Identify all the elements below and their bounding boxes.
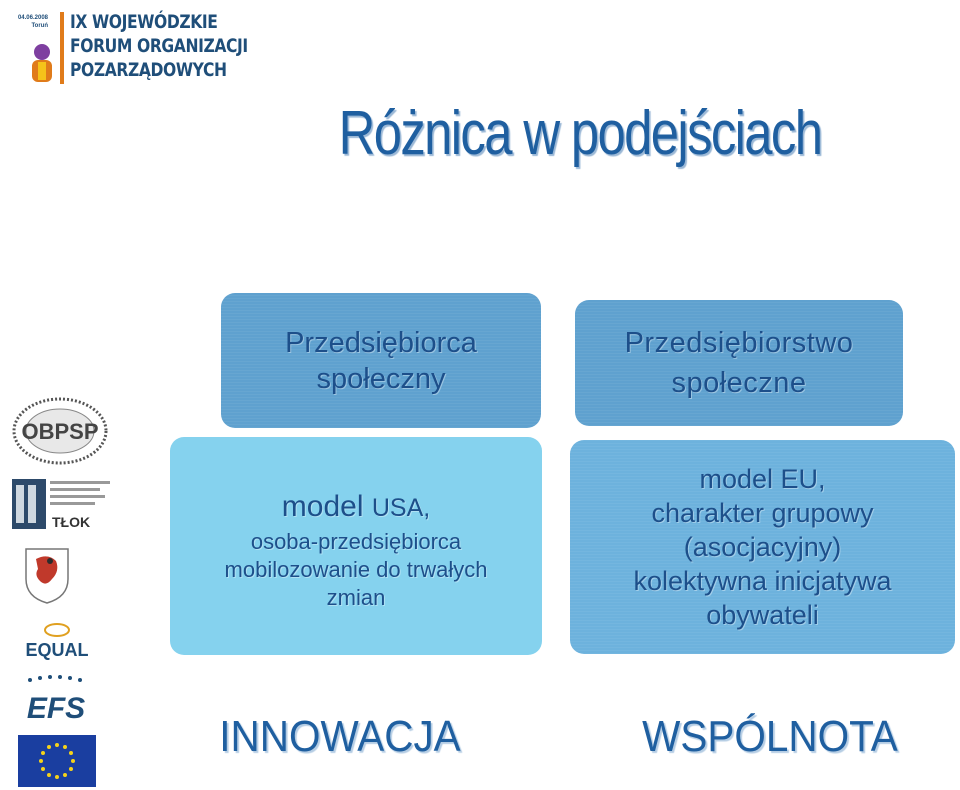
box-usa-model xyxy=(170,437,542,655)
forum-figure-icon xyxy=(26,42,58,84)
slide-title: Różnica w podejściach xyxy=(338,99,822,168)
header-line-2: FORUM ORGANIZACJI xyxy=(70,35,248,57)
efs-logo xyxy=(18,674,94,724)
box-bl-line-4: zmian xyxy=(326,584,386,610)
header-date xyxy=(8,14,48,30)
obpsp-logo xyxy=(10,395,110,467)
equal-logo-text: EQUAL xyxy=(25,640,89,660)
box-br-line-1: model EU, xyxy=(699,464,826,494)
forum-header-logo xyxy=(8,8,258,88)
box-tl-line-1: Przedsiębiorca xyxy=(285,326,477,359)
box-eu-model xyxy=(570,440,955,654)
label-innovation: INNOWACJA xyxy=(219,712,461,761)
header-title xyxy=(70,10,287,82)
box-social-enterprise xyxy=(575,300,903,426)
eu-flag-icon xyxy=(18,735,96,787)
efs-logo-text: EFS xyxy=(26,692,86,724)
tlok-logo xyxy=(10,475,115,533)
box-social-entrepreneur xyxy=(221,293,541,428)
box-tr-line-2: społeczne xyxy=(671,367,807,399)
box-bl-line-2: osoba-przedsiębiorca xyxy=(250,528,462,554)
box-bl-line-3: mobilozowanie do trwałych xyxy=(224,556,488,582)
region-crest-icon xyxy=(22,545,72,605)
box-br-line-5: obywateli xyxy=(706,600,819,630)
box-bl-first-line xyxy=(282,487,430,528)
box-br-line-4: kolektywna inicjatywa xyxy=(633,566,892,596)
tlok-logo-text: TŁOK xyxy=(52,514,91,530)
header-line-1: IX WOJEWÓDZKIE xyxy=(70,11,218,33)
box-br-line-2: charakter grupowy xyxy=(651,498,874,528)
header-date-line2: Toruń xyxy=(31,23,48,29)
header-line-3: POZARZĄDOWYCH xyxy=(70,59,227,81)
box-tr-line-1: Przedsiębiorstwo xyxy=(624,327,854,359)
obpsp-logo-text: OBPSP xyxy=(21,419,99,444)
equal-logo xyxy=(22,620,92,662)
header-date-line1: 04.06.2008 xyxy=(17,15,48,21)
box-bl-usa: USA, xyxy=(371,493,431,522)
box-bl-model: model xyxy=(281,489,364,523)
box-br-line-3: (asocjacyjny) xyxy=(683,532,842,562)
box-tl-line-2: społeczny xyxy=(316,362,446,395)
header-divider xyxy=(60,12,64,84)
label-community: WSPÓLNOTA xyxy=(642,712,898,761)
